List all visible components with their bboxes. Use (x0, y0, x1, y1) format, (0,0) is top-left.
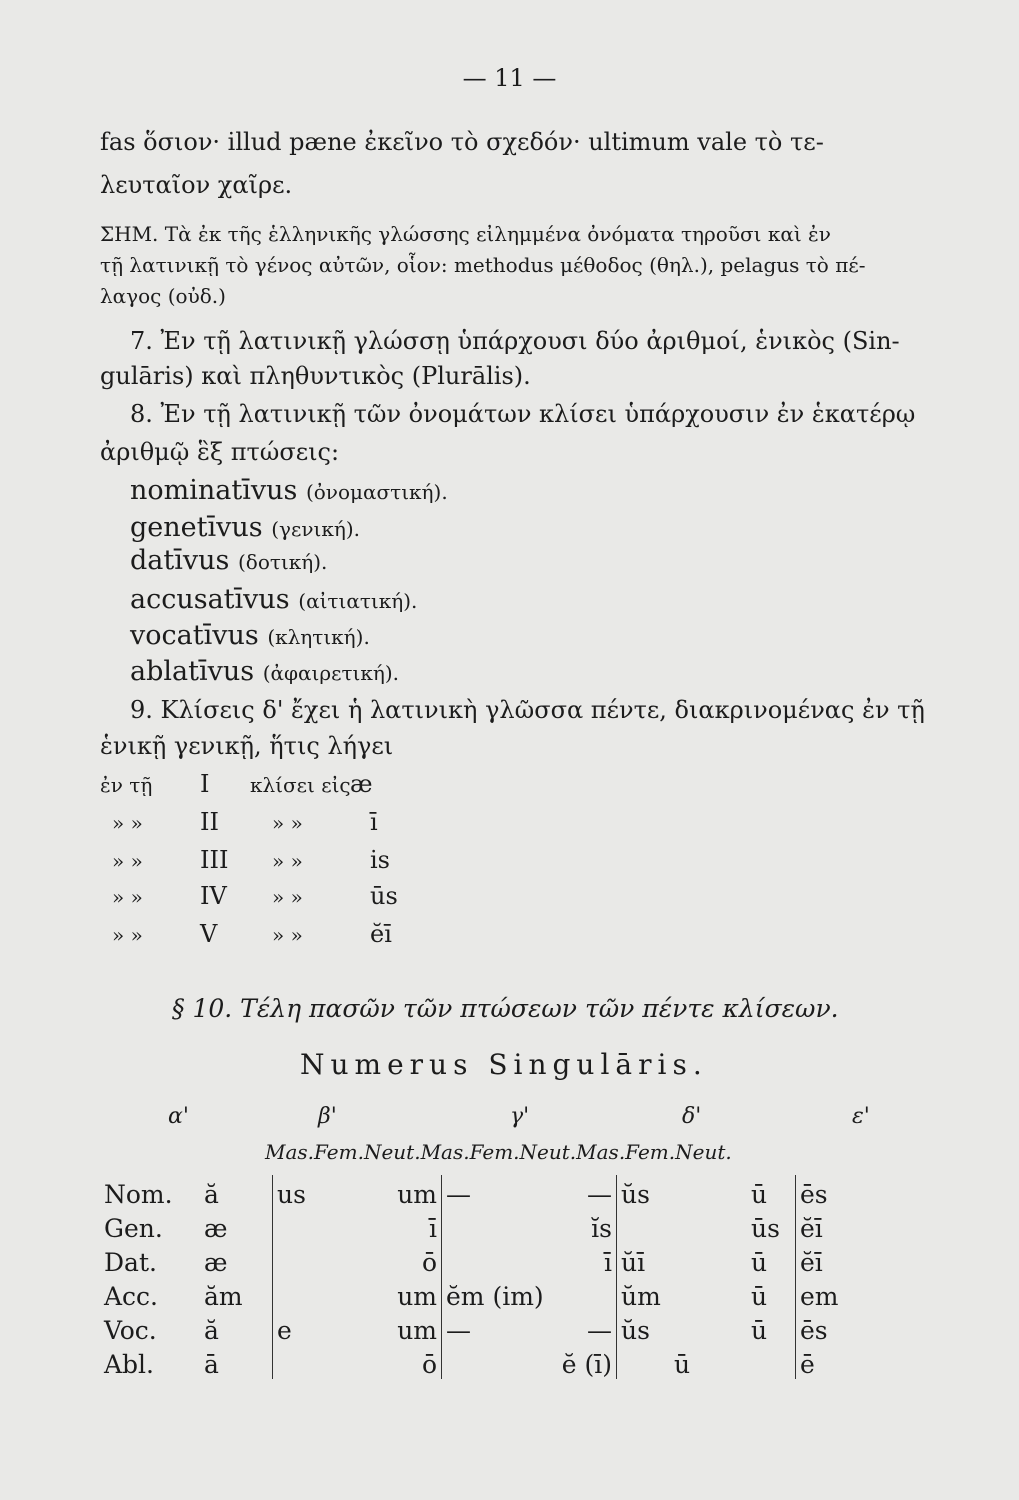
case-greek: (ὀνομαστική). (305, 480, 448, 504)
case-latin: nominatīvus (130, 475, 298, 506)
paragraph-9-line-2: ἑνικῇ γενικῇ, ἥτις λήγει (100, 732, 394, 760)
declension-mid: » » (272, 811, 303, 835)
cell-decl-5: ĕī (796, 1243, 865, 1277)
cell-decl-5: ē (796, 1345, 865, 1379)
case-greek: (αἰτιατική). (298, 589, 418, 613)
cell-decl-5: ēs (796, 1311, 865, 1345)
row-label: Dat. (104, 1248, 157, 1277)
declension-row (112, 846, 390, 874)
cell-decl-4-neut: ū (751, 1180, 768, 1209)
paragraph-7-line-2: gulāris) καὶ πληθυντικὸς (Plurālis). (100, 362, 531, 390)
declension-row (112, 808, 378, 836)
declension-ending: is (370, 846, 390, 874)
text-line-1: fas ὅσιον· illud pæne ἐκεῖνο τὸ σχεδόν· ultimum vale τὸ τε- (100, 128, 824, 156)
note-line-3: λαγος (οὐδ.) (100, 284, 226, 308)
page-number: — 11 — (462, 64, 557, 92)
column-head-5: ε' (852, 1104, 870, 1129)
table-row (100, 1243, 864, 1277)
column-head-4: δ' (682, 1104, 702, 1129)
table-row (100, 1175, 864, 1209)
declension-number: V (200, 920, 218, 948)
cell-decl-3-neut: — (587, 1316, 612, 1345)
case-item (130, 620, 370, 651)
cell-decl-2-mas-fem (273, 1345, 380, 1379)
cell-decl-1: ă (204, 1316, 219, 1345)
declension-prefix: » » (112, 811, 143, 835)
cell-decl-2-mas-fem (273, 1277, 380, 1311)
note-line-2: τῇ λατινικῇ τὸ γένος αὐτῶν, οἷον: methodus μέθοδος (θηλ.), pelagus τὸ πέ- (100, 253, 866, 277)
column-head-2: β' (318, 1104, 337, 1129)
table-row (100, 1277, 864, 1311)
table-title: Numerus Singulāris. (300, 1048, 708, 1081)
column-head-3: γ' (510, 1104, 530, 1129)
declension-number: I (200, 770, 210, 798)
cell-decl-3-mas-fem: — (442, 1175, 543, 1209)
case-latin: vocatīvus (130, 620, 259, 651)
case-latin: datīvus (130, 545, 230, 576)
declension-mid: » » (272, 849, 303, 873)
cell-decl-4-mas-fem: ŭī (617, 1243, 748, 1277)
declension-mid: » » (272, 923, 303, 947)
cell-decl-1: æ (204, 1214, 228, 1243)
case-item (130, 512, 360, 543)
case-greek: (κλητική). (267, 625, 370, 649)
case-item (130, 584, 417, 615)
cell-decl-2-mas-fem (273, 1243, 380, 1277)
row-label: Gen. (104, 1214, 163, 1243)
cell-decl-5: ĕī (796, 1209, 865, 1243)
row-label: Abl. (104, 1350, 154, 1379)
cell-decl-4-mas-fem: ŭm (617, 1277, 748, 1311)
case-latin: ablatīvus (130, 656, 255, 687)
paragraph-7-line-1: 7. Ἐν τῇ λατινικῇ γλώσσῃ ὑπάρχουσι δύο ἀριθμοί, ἑνικὸς (Sin- (130, 327, 900, 355)
declension-number: IV (200, 882, 227, 910)
declension-ending: æ (350, 770, 373, 798)
gender-subheadings: Mas.Fem.Neut.Mas.Fem.Neut.Mas.Fem.Neut. (265, 1140, 732, 1164)
declension-ending: ĕī (370, 920, 392, 948)
declension-mid: » » (272, 885, 303, 909)
declension-row (100, 770, 373, 798)
cell-decl-3-mas-fem (442, 1243, 543, 1277)
cell-decl-2-neut: ō (421, 1248, 437, 1277)
declension-number: II (200, 808, 219, 836)
section-title: § 10. Τέλη πασῶν τῶν πτώσεων τῶν πέντε κλίσεων. (172, 994, 839, 1023)
declension-row (112, 882, 398, 910)
cell-decl-5: ēs (796, 1175, 865, 1209)
cell-decl-3-mas-fem: — (442, 1311, 543, 1345)
cell-decl-4-mas-fem: ŭs (617, 1175, 748, 1209)
case-item (130, 545, 327, 576)
case-item (130, 475, 448, 506)
row-label: Acc. (104, 1282, 159, 1311)
declension-ending: ī (370, 808, 378, 836)
cell-decl-4-mas-fem: ŭs (617, 1311, 748, 1345)
cell-decl-1: ăm (204, 1282, 243, 1311)
cell-decl-4-mas-fem: ū (617, 1345, 748, 1379)
declension-ending: ūs (370, 882, 398, 910)
cell-decl-3-neut: — (587, 1180, 612, 1209)
cell-decl-4-neut: ū (751, 1248, 768, 1277)
table-row (100, 1345, 864, 1379)
cell-decl-1: æ (204, 1248, 228, 1277)
declension-endings-table (100, 1175, 864, 1379)
cell-decl-2-neut: ī (429, 1214, 437, 1243)
cell-decl-3-mas-fem (442, 1209, 543, 1243)
table-row (100, 1311, 864, 1345)
declension-prefix: » » (112, 923, 143, 947)
paragraph-8-line-2: ἀριθμῷ ἓξ πτώσεις: (100, 438, 340, 466)
case-latin: genetīvus (130, 512, 263, 543)
paragraph-9-line-1: 9. Κλίσεις δ' ἔχει ἡ λατινικὴ γλῶσσα πέντε, διακρινομένας ἐν τῇ (130, 696, 925, 724)
column-head-1: α' (168, 1104, 189, 1129)
row-label: Nom. (104, 1180, 173, 1209)
declension-prefix: » » (112, 849, 143, 873)
text-line-2: λευταῖον χαῖρε. (100, 171, 293, 199)
table-row (100, 1209, 864, 1243)
cell-decl-1: ā (204, 1350, 219, 1379)
cell-decl-2-neut: ō (421, 1350, 437, 1379)
cell-decl-5: em (796, 1277, 865, 1311)
declension-number: III (200, 846, 229, 874)
case-item (130, 656, 399, 687)
cell-decl-2-mas-fem: us (273, 1175, 380, 1209)
cell-decl-2-neut: um (397, 1180, 437, 1209)
cell-decl-3-neut: ĕ (ī) (561, 1350, 612, 1379)
cell-decl-3-mas-fem (442, 1345, 543, 1379)
case-latin: accusatīvus (130, 584, 290, 615)
declension-mid: κλίσει εἰς (250, 773, 351, 797)
cell-decl-3-mas-fem: ĕm (im) (442, 1277, 617, 1311)
paragraph-8-line-1: 8. Ἐν τῇ λατινικῇ τῶν ὀνομάτων κλίσει ὑπάρχουσιν ἐν ἑκατέρῳ (130, 400, 916, 428)
cell-decl-2-neut: um (397, 1316, 437, 1345)
case-greek: (ἀφαιρετική). (262, 661, 400, 685)
note-line-1: ΣΗΜ. Τὰ ἐκ τῆς ἑλληνικῆς γλώσσης εἰλημμένα ὀνόματα τηροῦσι καὶ ἐν (100, 222, 831, 246)
cell-decl-2-neut: um (397, 1282, 437, 1311)
declension-prefix: ἐν τῇ (100, 773, 153, 797)
cell-decl-2-mas-fem (273, 1209, 380, 1243)
declension-prefix: » » (112, 885, 143, 909)
row-label: Voc. (104, 1316, 157, 1345)
declension-row (112, 920, 392, 948)
cell-decl-4-mas-fem (617, 1209, 748, 1243)
cell-decl-3-neut: ĭs (591, 1214, 612, 1243)
cell-decl-4-neut: ū (751, 1282, 768, 1311)
cell-decl-2-mas-fem: e (273, 1311, 380, 1345)
cell-decl-1: ă (204, 1180, 219, 1209)
cell-decl-4-neut: ū (751, 1316, 768, 1345)
cell-decl-4-neut (747, 1345, 796, 1379)
cell-decl-3-neut: ī (604, 1248, 612, 1277)
case-greek: (δοτική). (237, 550, 328, 574)
case-greek: (γενική). (271, 517, 360, 541)
cell-decl-4-neut: ūs (751, 1214, 780, 1243)
